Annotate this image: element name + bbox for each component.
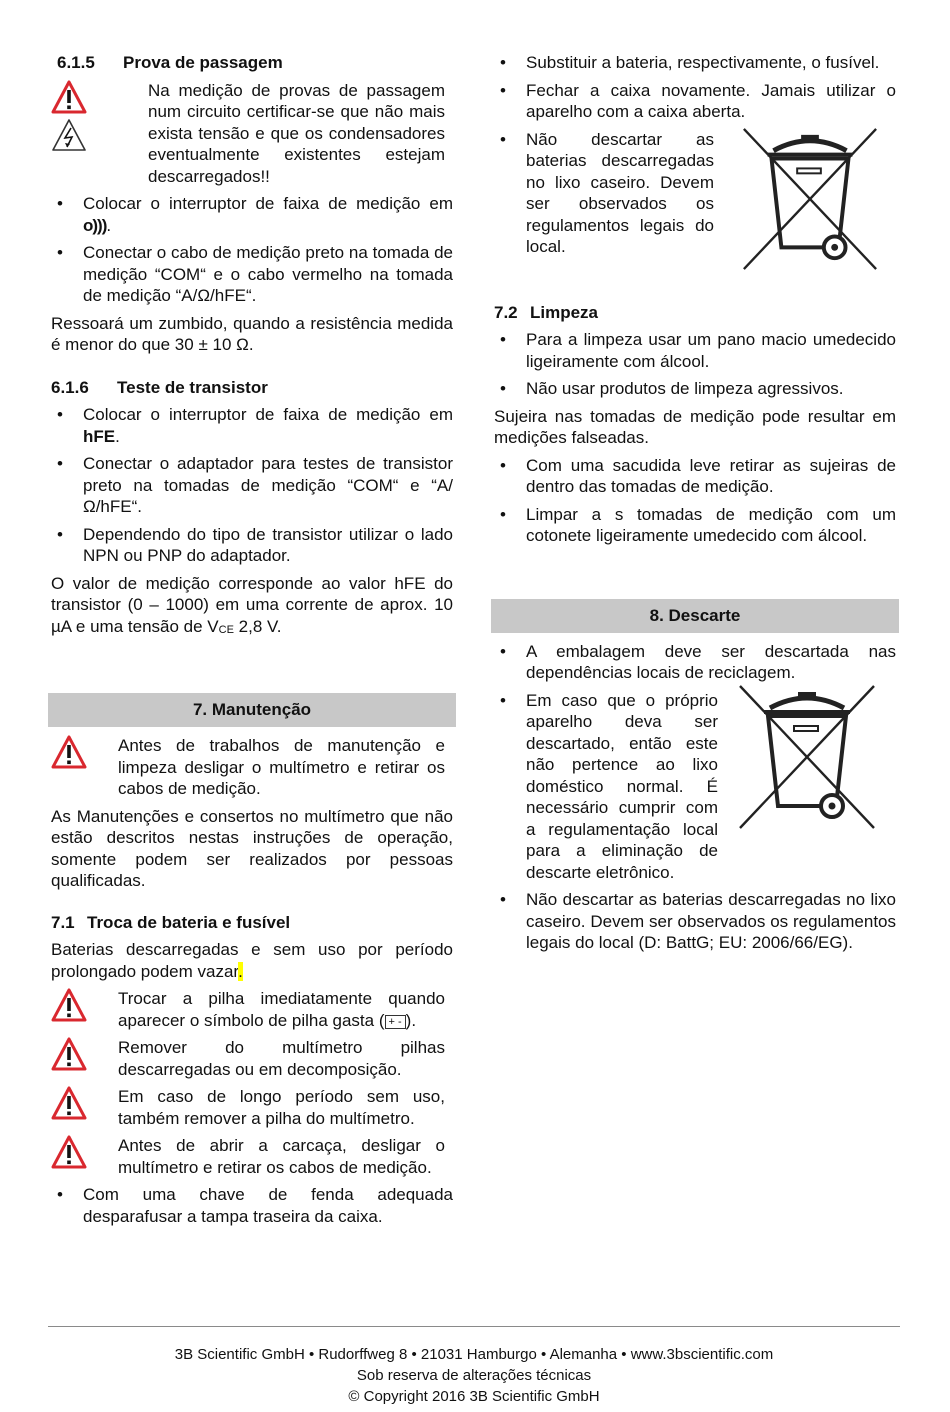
list-item: • Limpar a s tomadas de medição com um cotonete ligeiramente umedecido com álcool. [494,504,896,547]
warning-icons [51,80,118,188]
warning-icons [51,735,118,800]
section-title: Prova de passagem [123,53,283,72]
footer-copyright: © Copyright 2016 3B Scientific GmbH [348,1388,600,1405]
bullet-list [51,1184,453,1227]
list-item: • Fechar a caixa novamente. Jamais utilizar o aparelho com a caixa aberta. [494,80,896,123]
paragraph: As Manutenções e consertos no multímetro que não estão descritos nestas instruções de operação, somente podem ser realizados por pessoas qualificadas. [51,806,453,890]
bullet-list [51,404,453,567]
battery-low-icon: + - [385,1015,406,1029]
list-item [51,404,453,447]
paragraph: Ressoará um zumbido, quando a resistência medida é menor do que 30 ± 10 Ω. [51,313,453,354]
warning-triangle-icon [51,80,87,114]
warning-triangle-icon [51,1037,87,1071]
warning-icons [51,1086,118,1129]
paragraph: Sujeira nas tomadas de medição pode resultar em medições falseadas. [494,406,896,447]
subscript: CE [218,623,234,636]
section-title: Troca de bateria e fusível [87,912,291,932]
footer-address: 3B Scientific GmbH • Rudorffweg 8 • 21031 Hamburgo • Alemanha • www.3bscientific.com [174,1346,774,1363]
warning-block [51,988,453,1031]
warning-text: Antes de trabalhos de manutenção e limpeza desligar o multímetro e retirar os cabos de medição. [118,736,445,798]
paragraph [51,573,453,642]
list-item: • Conectar o adaptador para testes de transistor preto na tomadas de medição “COM“ e “A/Ω/hFE“. [51,453,453,518]
section-heading-6-1-6 [51,377,453,399]
left-column [51,52,453,1233]
page-footer [48,1326,900,1407]
list-item-text: Colocar o interruptor de faixa de medição em [83,194,453,213]
list-item: • Com uma chave de fenda adequada desparafusar a tampa traseira da caixa. [51,1184,453,1227]
warning-icons [51,1135,118,1178]
bullet-list [494,329,896,400]
list-item: • Em caso que o próprio aparelho deva ser descartado, então este não pertence ao lixo doméstico normal. É necessário cumprir com a regulamentação local para a eliminação de descarte eletrônico. [494,690,718,884]
bin-block [494,129,896,258]
bin-block [494,690,896,884]
highlighted-text: . [238,961,243,981]
warning-block [51,735,453,800]
warning-text: Em caso de longo período sem uso, também remover a pilha do multímetro. [118,1087,445,1128]
bullet-list [494,641,896,684]
bullet-list [51,193,453,307]
section-number: 6.1.6 [51,377,89,397]
warning-block [51,1135,453,1178]
list-item: • Não descartar as baterias descarregadas no lixo caseiro. Devem ser observados os regulamentos legais do local (D: BattG; EU: 2006/66/EG). [494,889,896,954]
section-heading-7-1 [51,912,453,934]
list-item: • Dependendo do tipo de transistor utilizar o lado NPN ou PNP do adaptador. [51,524,453,567]
section-title: Limpeza [530,302,599,322]
paragraph-text: O valor de medição corresponde ao valor hFE do transistor (0 – 1000) em uma corrente de aprox. 10 µA e uma tensão de V [51,573,453,636]
section-title: Teste de transistor [117,377,268,397]
high-voltage-icon [51,118,87,152]
bullet-list [494,455,896,547]
warning-triangle-icon [51,735,87,769]
bullet-list [494,889,896,954]
paragraph-text: Baterias descarregadas e sem uso por período prolongado podem vazar [51,940,453,981]
warning-text: Remover do multímetro pilhas descarregadas ou em decomposição. [118,1038,445,1079]
list-item-text: Colocar o interruptor de faixa de medição em [83,405,453,424]
paragraph [51,939,453,982]
crossed-out-wheelie-bin-icon [732,682,882,832]
section-bar-maintenance: 7. Manutenção [48,693,456,727]
footer-notice: Sob reserva de alterações técnicas [356,1367,592,1384]
warning-block [51,1086,453,1129]
right-column [494,52,896,960]
warning-text: Na medição de provas de passagem num circuito certificar-se que não mais exista tensão e que os condensadores eventualmente existentes estejam descarregados!! [148,80,445,186]
list-item: • Substituir a bateria, respectivamente, o fusível. [494,52,896,74]
warning-icons [51,988,118,1031]
warning-text [118,988,453,1031]
section-number: 6.1.5 [57,53,95,72]
warning-icons [51,1037,118,1080]
section-bar-disposal: 8. Descarte [491,599,899,633]
warning-block [51,80,453,188]
list-item: • Conectar o cabo de medição preto na tomada de medição “COM“ e o cabo vermelho na tomada de medição “A/Ω/hFE“. [51,242,453,307]
warning-text-part: Trocar a pilha imediatamente quando aparecer o símbolo de pilha gasta ( [118,989,445,1030]
crossed-out-wheelie-bin-icon [734,125,886,273]
list-item: • Não usar produtos de limpeza agressivos. [494,378,896,400]
list-item: • Com uma sacudida leve retirar as sujeiras de dentro das tomadas de medição. [494,455,896,498]
warning-triangle-icon [51,1086,87,1120]
bullet-list [494,52,896,123]
warning-triangle-icon [51,988,87,1022]
warning-triangle-icon [51,1135,87,1169]
bold-term: hFE [83,426,116,446]
list-item: • A embalagem deve ser descartada nas dependências locais de reciclagem. [494,641,896,684]
section-number: 7.1 [51,912,75,932]
paragraph-text: 2,8 V. [233,616,282,636]
continuity-sound-icon: o))) [83,215,107,235]
section-heading-6-1-5 [51,52,453,74]
section-heading-7-2 [494,302,896,324]
list-item: • Para a limpeza usar um pano macio umedecido ligeiramente com álcool. [494,329,896,372]
list-item-text: . [115,426,120,446]
warning-text-part: ). [405,1010,417,1030]
section-number: 7.2 [494,302,518,322]
list-item: • Não descartar as baterias descarregadas no lixo caseiro. Devem ser observados os regulamentos legais do local. [494,129,714,258]
warning-text: Antes de abrir a carcaça, desligar o multímetro e retirar os cabos de medição. [118,1136,445,1177]
warning-block [51,1037,453,1080]
list-item [51,193,453,236]
list-item-text: . [106,215,112,235]
